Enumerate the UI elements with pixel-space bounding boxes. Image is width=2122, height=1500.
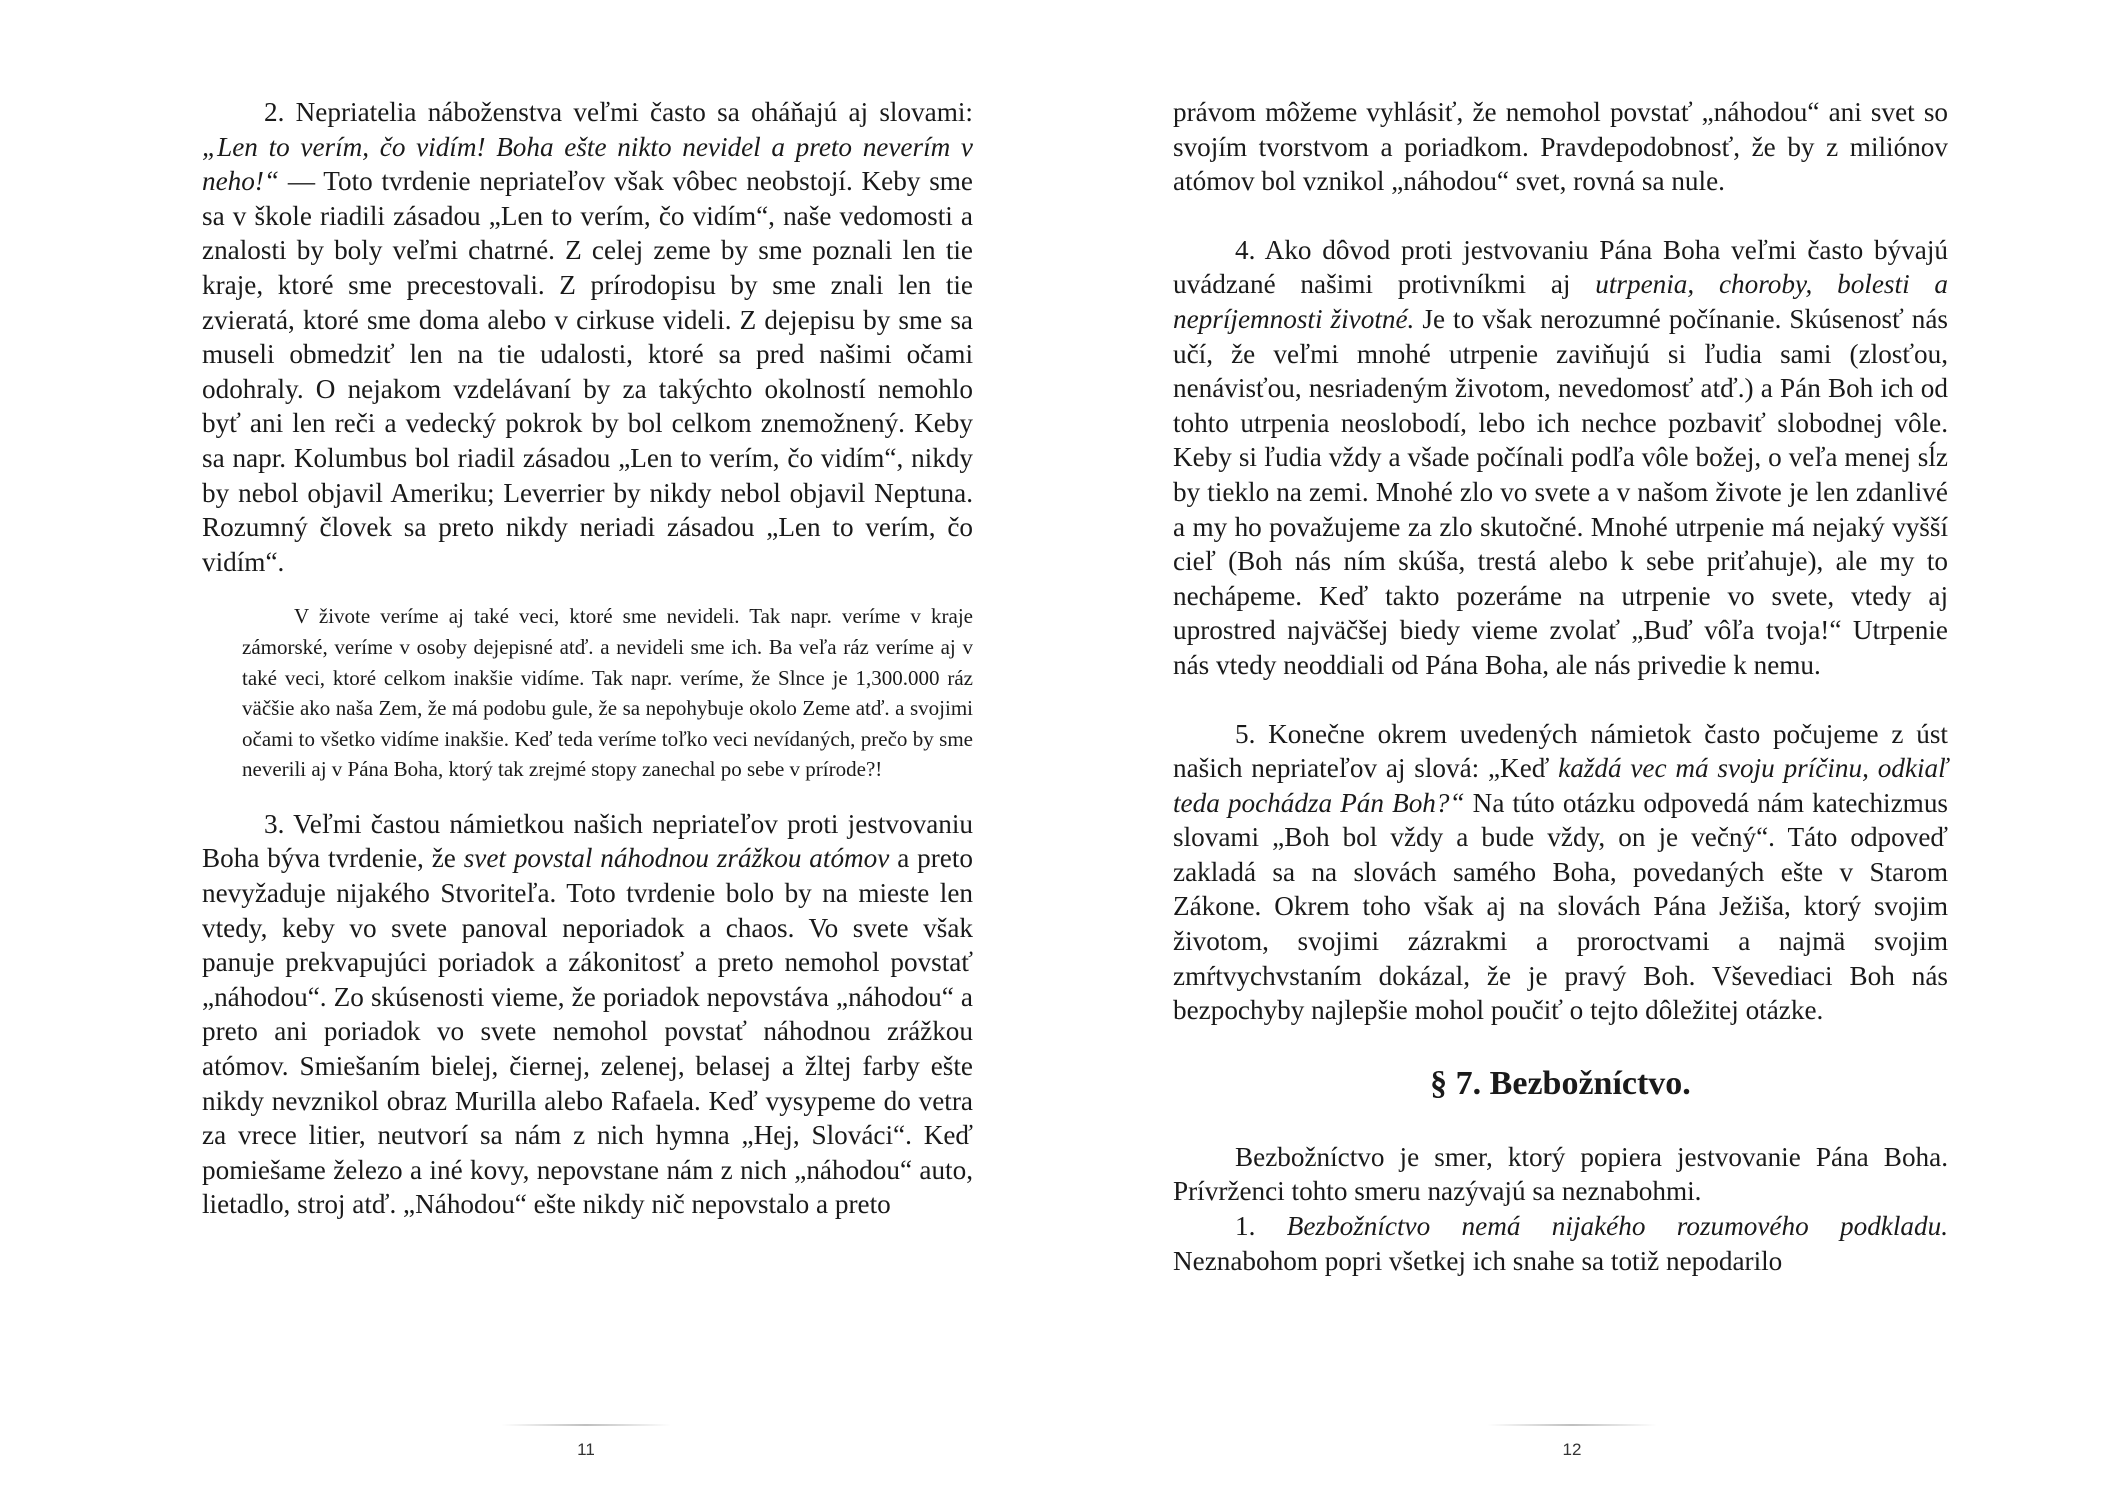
footer-rule [501,1424,671,1426]
left-footer [0,1420,1061,1470]
emphasis-italic: utrpenia, choroby, bolesti a nepríjemnosti životné. [1173,269,1948,334]
right-page [1061,0,2122,1500]
right-text-column [1173,95,1948,1278]
paragraph-3: 3. Veľmi častou námietkou našich nepriateľov proti jestvovaniu Boha býva tvrdenie, že svet povstal náhodnou zrážkou atómov a preto nevyžaduje nijakého Stvoriteľa. Toto tvrdenie bolo by na mieste len vtedy, keby vo svete panoval neporiadok a chaos. Vo svete však panuje prekvapujúci poriadok a zákonitosť a preto nemohol povstať „náhodou“. Zo skúsenosti vieme, že poriadok nepovstáva „náhodou“ a preto ani poriadok vo svete nemohol povstať náhodnou zrážkou atómov. Smiešaním bielej, čiernej, zelenej, belasej a žltej farby ešte nikdy nevznikol obraz Murilla alebo Rafaela. Keď vysypeme do vetra za vrece litier, neutvorí sa nám z nich hymna „Hej, Slováci“. Keď pomiešame železo a iné kovy, nepovstane nám z nich „náhodou“ auto, lietadlo, stroj atď. „Náhodou“ ešte nikdy nič nepovstalo a preto [202,808,973,1220]
right-footer [1061,1420,2122,1470]
footer-rule [1487,1424,1657,1426]
paragraph-4: 4. Ako dôvod proti jestvovaniu Pána Boha veľmi často bývajú uvádzané našimi protivníkmi aj utrpenia, choroby, bolesti a nepríjemnosti životné. Je to však nerozumné počínanie. Skúsenosť nás učí, že veľmi mnohé utrpenie zaviňujú si ľudia sami (zlosťou, nenávisťou, nesriadeným životom, nevedomosť atď.) a Pán Boh ich od tohto utrpenia neoslobodí, lebo ich nechce pozbaviť slobodnej vôle. Keby si ľudia vždy a všade počínali podľa vôle božej, o veľa menej sĺz by tieklo na zemi. Mnohé zlo vo svete a v našom živote je len zdanlivé a my ho považujeme za zlo skutočné. Mnohé utrpenie má nejaký vyšší cieľ (Boh nás ním skúša, trestá alebo k sebe priťahuje), ale my to nechápeme. Keď takto pozeráme na utrpenie vo svete, vtedy aj uprostred najväčšej biedy vieme zvolať „Buď vôľa tvoja!“ Utrpenie nás vtedy neoddiali od Pána Boha, ale nás privedie k nemu. [1173,234,1949,680]
paragraph-definition: Bezbožníctvo je smer, ktorý popiera jestvovanie Pána Boha. Prívrženci tohto smeru nazývajú sa neznabohmi. [1173,1141,1948,1207]
left-text-column [202,95,973,1222]
paragraph-5: 5. Konečne okrem uvedených námietok často počujeme z úst našich nepriateľov aj slová: „Keď každá vec má svoju príčinu, odkiaľ teda pochádza Pán Boh?“ Na túto otázku odpovedá nám katechizmus slovami „Boh bol vždy a bude vždy, on je večný“. Táto odpoveď zakladá sa na slovách samého Boha, povedaných ešte v Starom Zákone. Okrem toho však aj na slovách Pána Ježiša, ktorý svojim životom, svojimi zázrakmi a proroctvami a najmä svojim zmŕtvychvstaním dokázal, že je pravý Boh. Vševediaci Boh nás bezpochyby najlepšie mohol poučiť o tejto dôležitej otázke. [1173,718,1948,1026]
section-heading: § 7. Bezbožníctvo. [1430,1064,1691,1102]
paragraph-continuation: právom môžeme vyhlásiť, že nemohol povstať „náhodou“ ani svet so svojím tvorstvom a poriadkom. Pravdepodobnosť, že by z miliónov atómov bol vznikol „náhodou“ svet, rovná sa nule. [1173,97,1948,197]
small-print-note: V živote veríme aj také veci, ktoré sme nevideli. Tak napr. veríme v kraje zámorské, veríme v osoby dejepisné atď. a nevideli sme ich. Ba veľa ráz veríme aj v také veci, ktoré celkom inakšie vidíme. Tak napr. veríme, že Slnce je 1,300.000 ráz väčšie ako naša Zem, že má podobu gule, že sa nepohybuje okolo Zeme atď. a svojimi očami to všetko vidíme inakšie. Keď teda veríme toľko veci nevídaných, prečo by sme neverili aj v Pána Boha, ktorý tak zrejmé stopy zanechal po sebe v prírode?! [242,604,973,782]
page-number: 11 [577,1440,595,1459]
quote-italic: každá vec má svoju príčinu, odkiaľ teda pochádza Pán Boh?“ [1173,753,1948,818]
quote-italic: „Len to verím, čo vidím! Boha ešte nikto nevidel a preto neverím v neho!“ [202,131,973,197]
paragraph-2: 2. Nepriatelia náboženstva veľmi často sa oháňajú aj slovami: „Len to verím, čo vidím! Boha ešte nikto nevidel a preto neverím v neho!“ — Toto tvrdenie nepriateľov však vôbec neobstojí. Keby sme sa v škole riadili zásadou „Len to verím, čo vidím“, naše vedomosti a znalosti by boly veľmi chatrné. Z celej zeme by sme poznali len tie kraje, ktoré sme precestovali. Z prírodopisu by sme znali len tie zvieratá, ktoré sme doma alebo v cirkuse videli. Z dejepisu by sme sa museli obmedziť len na tie udalosti, ktoré sa pred našimi očami odohraly. O nejakom vzdelávaní by za takýchto okolností nemohlo byť ani len reči a vedecký pokrok by bol celkom znemožnený. Keby sa napr. Kolumbus bol riadil zásadou „Len to verím, čo vidím“, nikdy by nebol objavil Ameriku; Leverrier by nikdy nebol objavil Neptuna. Rozumný človek sa preto nikdy neriadi zásadou „Len to verím, čo vidím“. [202,97,973,577]
emphasis-italic: svet povstal náhodnou zrážkou atómov [463,843,890,874]
emphasis-italic: Bezbožníctvo nemá nijakého rozumového podkladu. [1286,1211,1948,1242]
paragraph-point-1: 1. Bezbožníctvo nemá nijakého rozumového podkladu. Neznabohom popri všetkej ich snahe sa totiž nepodarilo [1173,1211,1948,1276]
page-number: 12 [1562,1440,1582,1459]
